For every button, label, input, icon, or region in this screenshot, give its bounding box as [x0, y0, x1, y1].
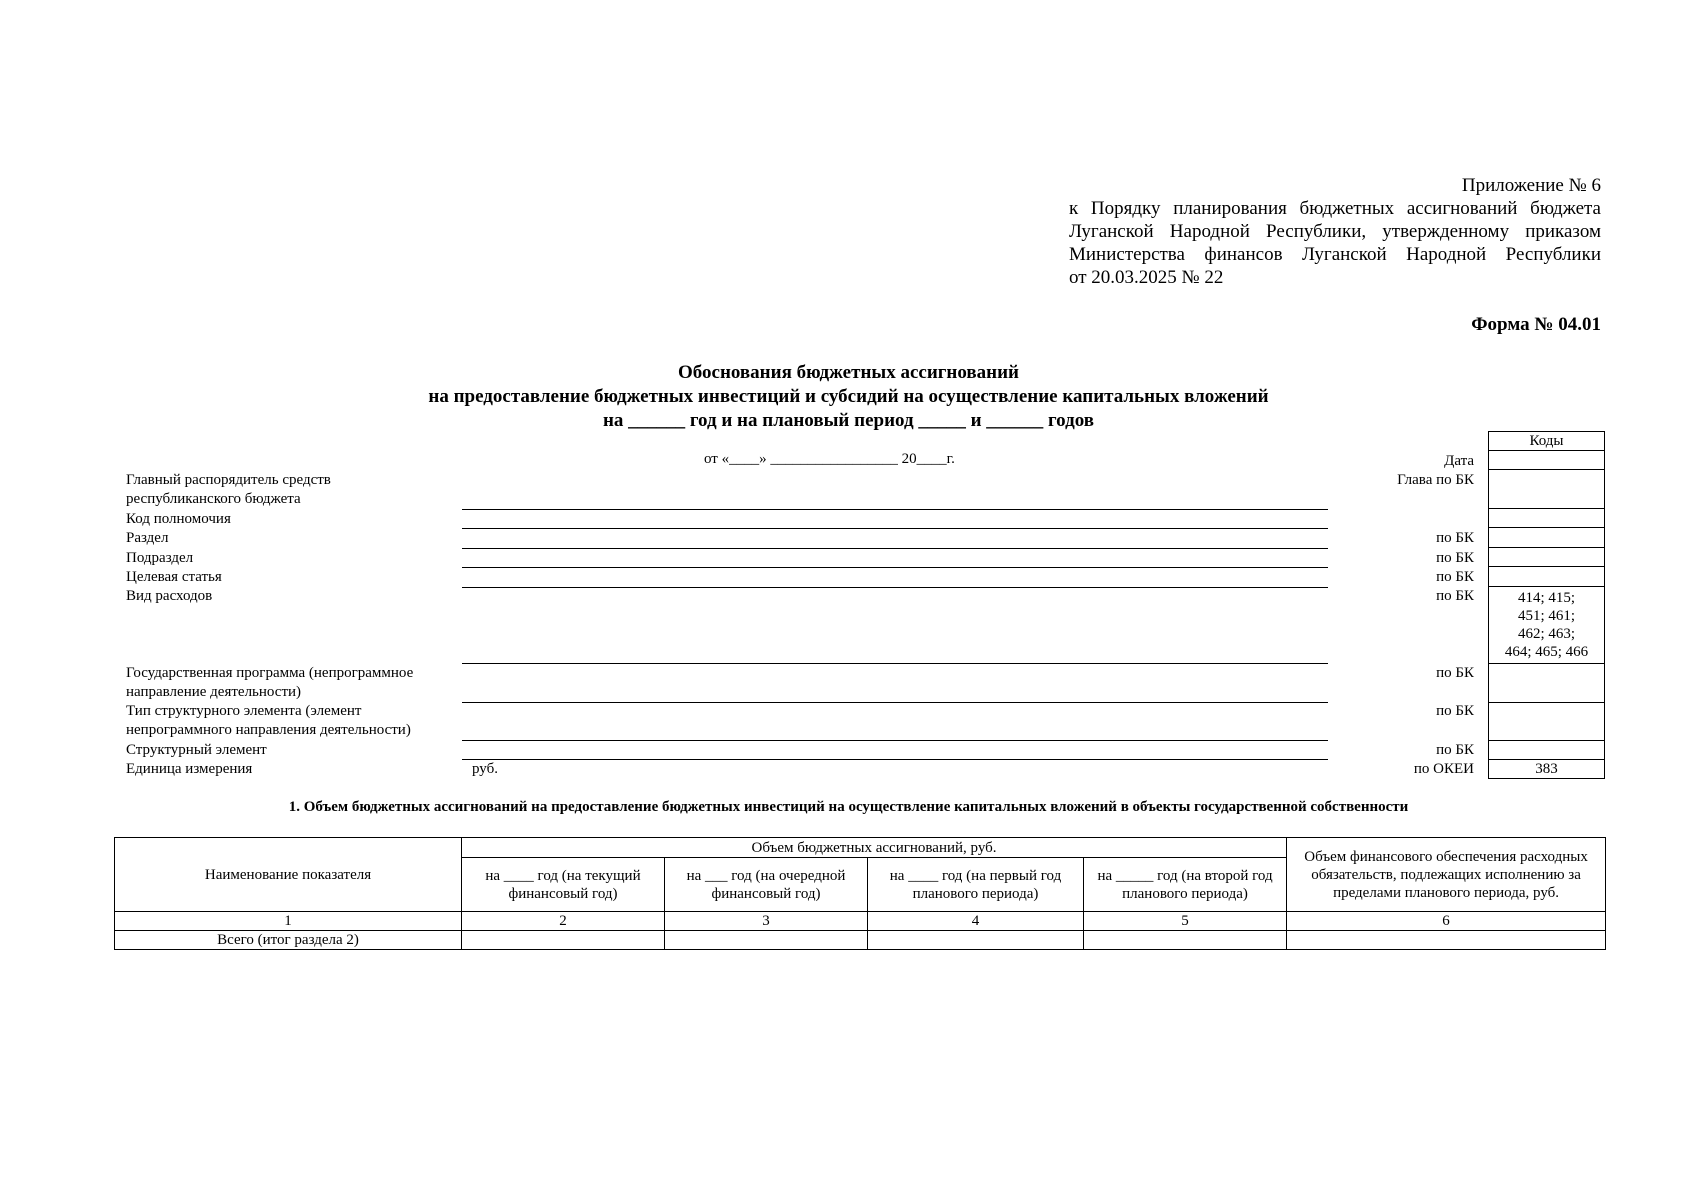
total-cell[interactable]: [1084, 931, 1287, 950]
document-title-period: на ______ год и на плановый период _____ и ______ годов: [602, 410, 1095, 431]
appendix-line: к Порядку планирования бюджетных ассигнований бюджета: [1069, 198, 1601, 219]
form-number: Форма № 04.01: [1471, 314, 1601, 335]
appendix-date: от 20.03.2025 № 22: [1069, 267, 1224, 288]
codes-header: Коды: [1489, 432, 1605, 451]
total-cell[interactable]: [1287, 931, 1606, 950]
label-grbs: Главный распорядитель средств: [126, 472, 331, 488]
code-cell-razdel[interactable]: [1489, 528, 1605, 548]
fill-line-tip[interactable]: [462, 740, 1328, 741]
code-cell-vid[interactable]: [1489, 587, 1605, 664]
col-number: 1: [115, 912, 462, 931]
label-edinica-izmereniya: Единица измерения: [126, 761, 253, 777]
total-cell[interactable]: [462, 931, 665, 950]
code-vid-line: 414; 415;: [1517, 590, 1576, 606]
code-cell-data[interactable]: [1489, 451, 1605, 470]
header-col5: на _____ год (на второй год планового периода): [1084, 858, 1287, 912]
label-kod-polnomochiya: Код полномочия: [126, 511, 231, 527]
label-po-okei: по ОКЕИ: [1413, 761, 1474, 777]
col-number: 4: [868, 912, 1084, 931]
code-cell-kod[interactable]: [1489, 509, 1605, 528]
section-title: 1. Объем бюджетных ассигнований на предоставление бюджетных инвестиций на осуществление капитальных вложений в объекты государственной собственности: [288, 799, 1409, 815]
date-line: от «____» _________________ 20____г.: [704, 451, 955, 467]
code-cell-tip[interactable]: [1489, 703, 1605, 741]
label-glava-bk: Глава по БК: [1397, 472, 1474, 488]
total-cell[interactable]: [868, 931, 1084, 950]
fill-line-podrazdel[interactable]: [462, 567, 1328, 568]
header-name: Наименование показателя: [115, 838, 462, 912]
header-col2: на ____ год (на текущий финансовый год): [462, 858, 665, 912]
label-po-bk: по БК: [1436, 742, 1474, 758]
code-cell-struct[interactable]: [1489, 741, 1605, 760]
appendix-line: Луганской Народной Республики, утвержденному приказом: [1069, 221, 1601, 242]
appendix-block: [1069, 174, 1601, 289]
unit-value: руб.: [472, 761, 498, 777]
label-gos-programma: Государственная программа (непрограммное: [126, 665, 414, 681]
document-title-line: Обоснования бюджетных ассигнований: [677, 362, 1019, 383]
fill-line-cel[interactable]: [462, 587, 1328, 588]
code-vid-line: 462; 463;: [1517, 626, 1576, 642]
fill-line-gp[interactable]: [462, 702, 1328, 703]
col-number: 3: [665, 912, 868, 931]
label-tip-elementa: Тип структурного элемента (элемент: [126, 703, 362, 719]
label-grbs: республиканского бюджета: [126, 491, 301, 507]
col-number: 5: [1084, 912, 1287, 931]
fill-line-vid[interactable]: [462, 663, 1328, 664]
fill-line-razdel[interactable]: [462, 548, 1328, 549]
label-vid-rashodov: Вид расходов: [126, 588, 213, 604]
codes-table: [1488, 431, 1605, 779]
label-celevaya-statya: Целевая статья: [126, 569, 222, 585]
code-cell-glava[interactable]: [1489, 470, 1605, 509]
fill-line-struct[interactable]: [462, 759, 1328, 760]
label-strukturnyi-element: Структурный элемент: [126, 742, 267, 758]
col-number: 2: [462, 912, 665, 931]
header-col3: на ___ год (на очередной финансовый год): [665, 858, 868, 912]
code-cell-podrazdel[interactable]: [1489, 548, 1605, 567]
code-cell-cel[interactable]: [1489, 567, 1605, 587]
header-group: Объем бюджетных ассигнований, руб.: [462, 838, 1287, 858]
label-po-bk: по БК: [1436, 665, 1474, 681]
label-po-bk: по БК: [1436, 588, 1474, 604]
label-po-bk: по БК: [1436, 550, 1474, 566]
code-cell-okei: 383: [1489, 760, 1605, 779]
header-col6: Объем финансового обеспечения расходных обязательств, подлежащих исполнению за пределами планового периода, руб.: [1287, 838, 1606, 912]
label-podrazdel: Подраздел: [126, 550, 194, 566]
appendix-title: Приложение № 6: [1461, 175, 1601, 196]
label-po-bk: по БК: [1436, 530, 1474, 546]
total-cell[interactable]: [665, 931, 868, 950]
label-tip-elementa: непрограммного направления деятельности): [126, 722, 411, 738]
header-col4: на ____ год (на первый год планового периода): [868, 858, 1084, 912]
label-data: Дата: [1444, 453, 1474, 469]
label-po-bk: по БК: [1436, 569, 1474, 585]
total-row-label: Всего (итог раздела 2): [115, 931, 462, 950]
label-po-bk: по БК: [1436, 703, 1474, 719]
code-vid-line: 451; 461;: [1517, 608, 1576, 624]
label-gos-programma: направление деятельности): [126, 684, 302, 700]
code-cell-gp[interactable]: [1489, 664, 1605, 703]
label-razdel: Раздел: [126, 530, 169, 546]
document-title-line: на предоставление бюджетных инвестиций и субсидий на осуществление капитальных вложений: [428, 386, 1269, 407]
fill-line-grbs[interactable]: [462, 509, 1328, 510]
appendix-line: Министерства финансов Луганской Народной Республики: [1069, 244, 1601, 265]
fill-line-kod[interactable]: [462, 528, 1328, 529]
code-vid-line: 464; 465; 466: [1504, 644, 1589, 660]
col-number: 6: [1287, 912, 1606, 931]
budget-table: [114, 837, 1606, 950]
